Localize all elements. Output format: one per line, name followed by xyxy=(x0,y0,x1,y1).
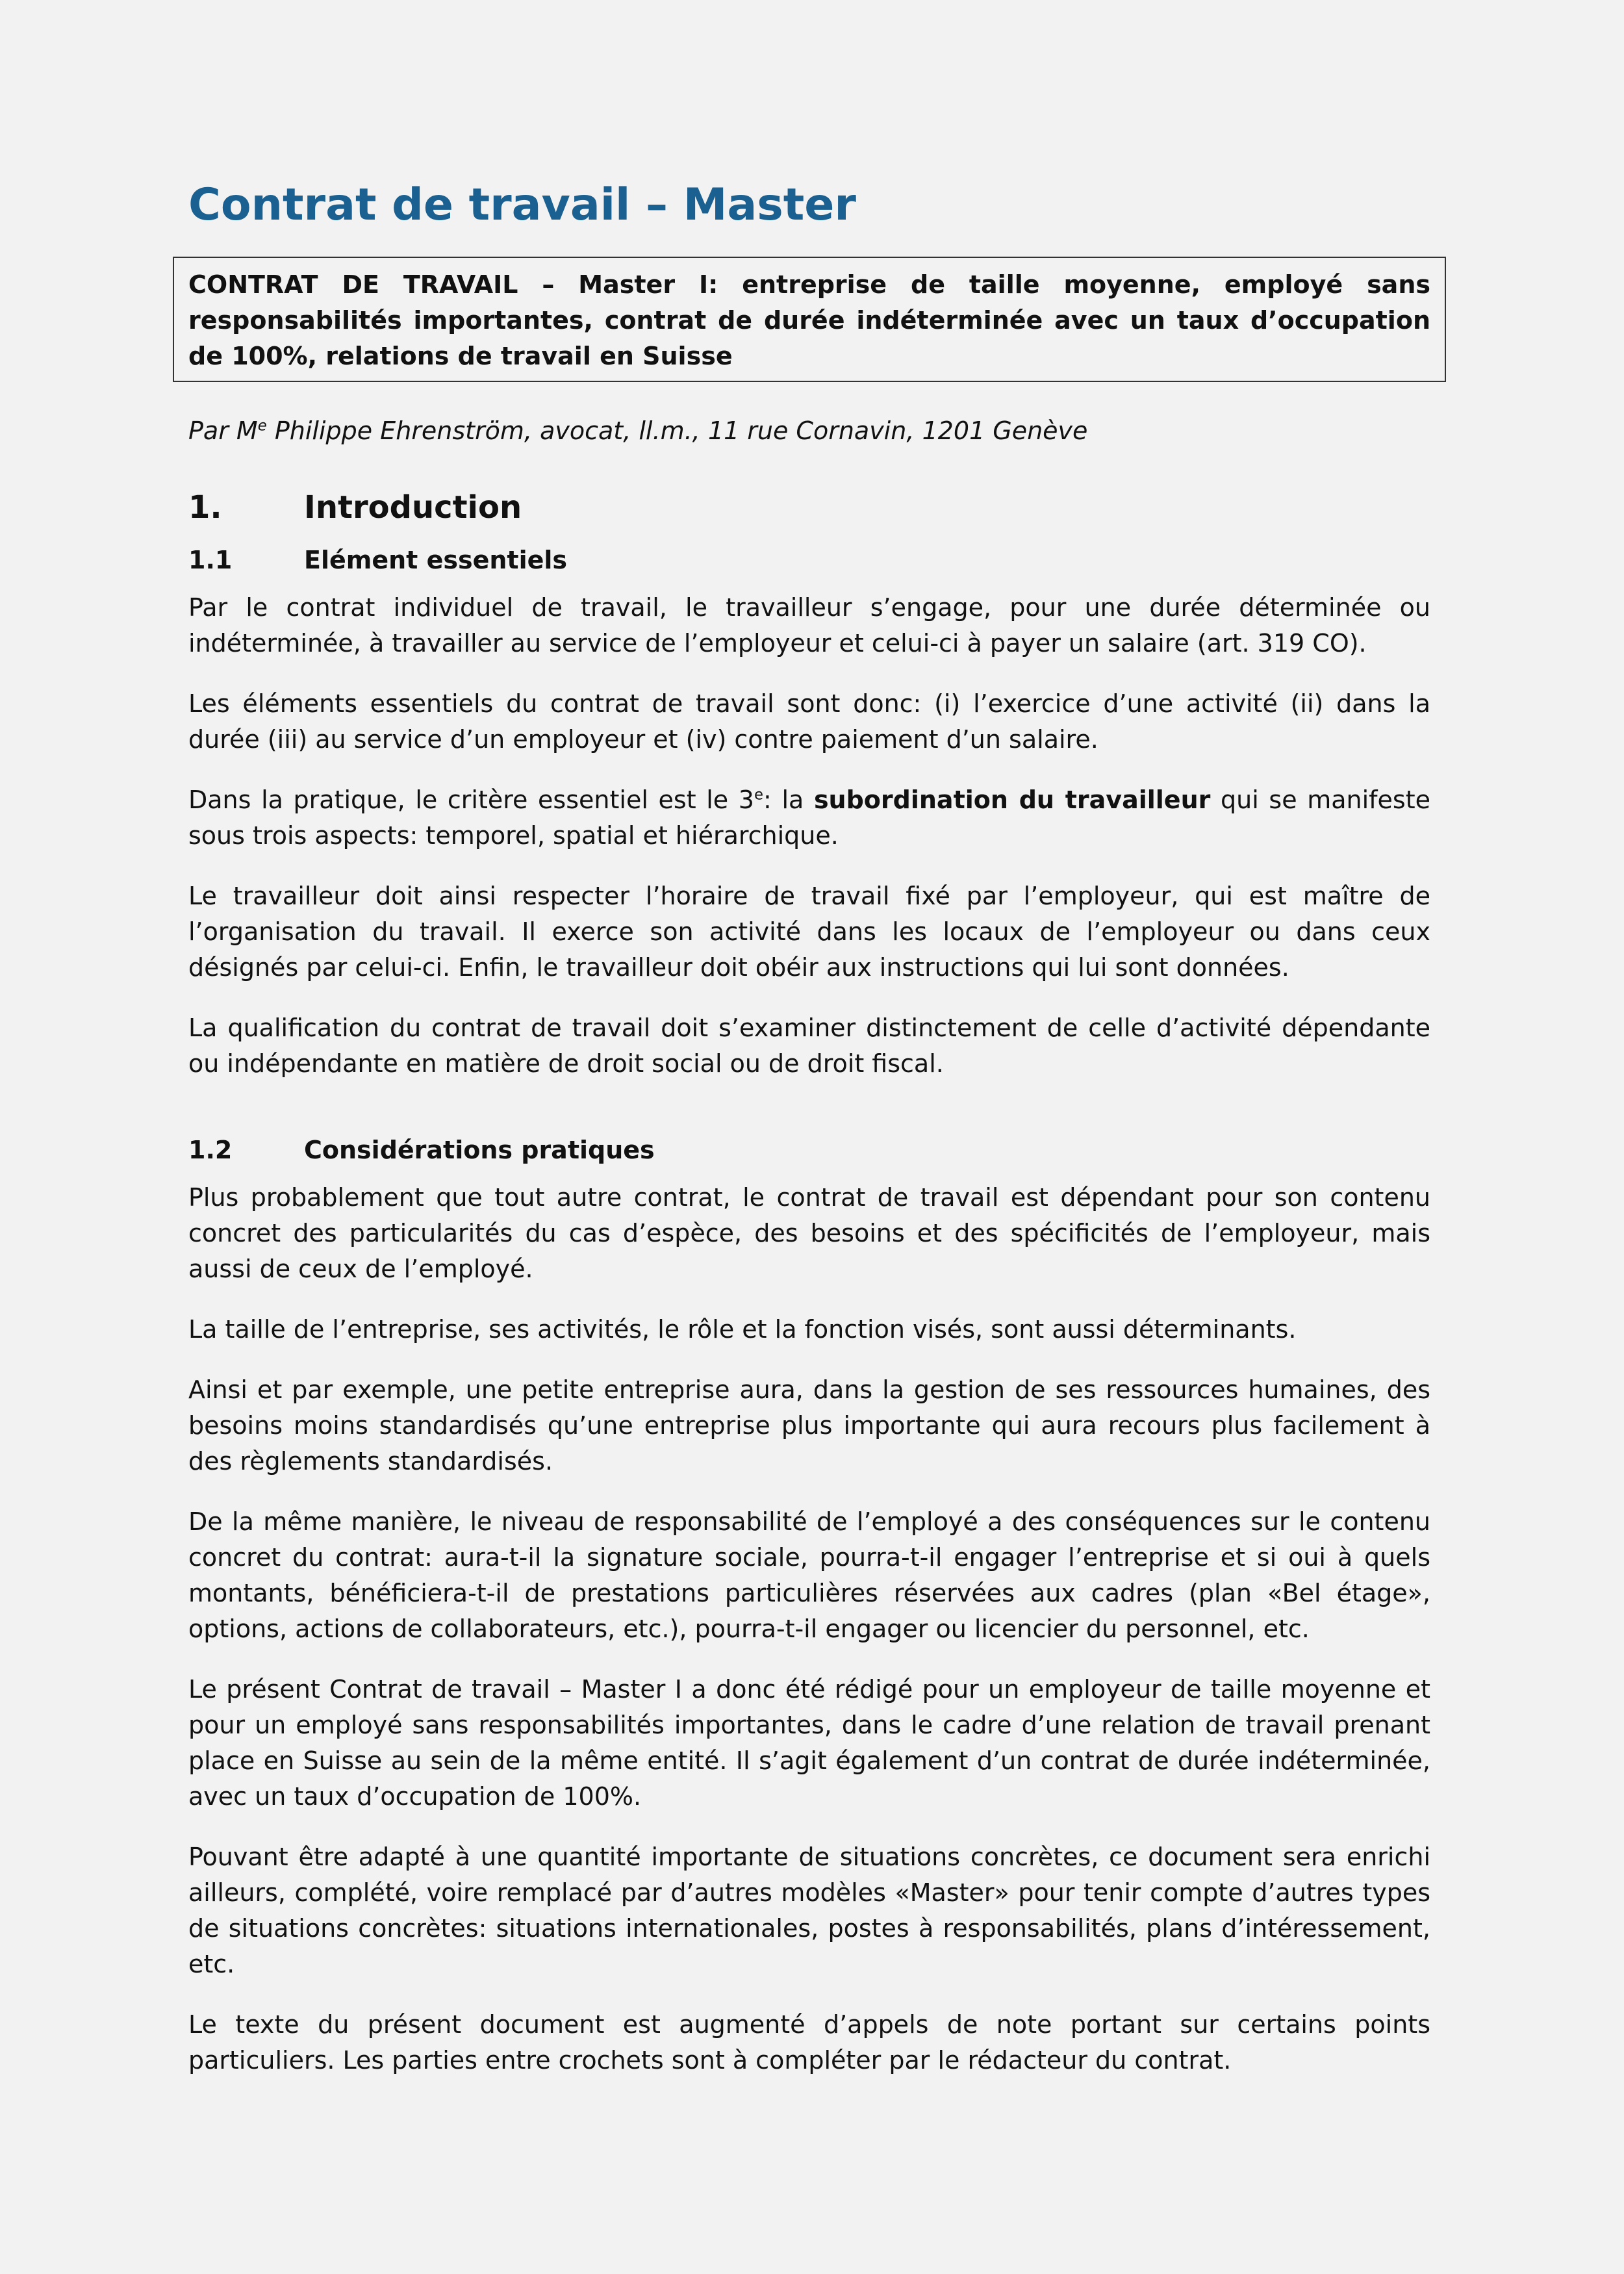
section-heading-introduction xyxy=(188,488,1430,527)
paragraph: Plus probablement que tout autre contrat, le contrat de travail est dépendant pour son contenu concret des particularités du cas d’espèce, des besoins et des spécificités de l’employeur, mais aussi de ceux de l’employé. xyxy=(188,1182,1430,1283)
document-title: Contrat de travail – Master xyxy=(188,179,856,231)
summary-box: CONTRAT DE TRAVAIL – Master I: entreprise de taille moyenne, employé sans responsabilités importantes, contrat de durée indéterminée avec un taux d’occupation de 100%, relations de travail en Suisse xyxy=(173,257,1446,382)
subsection-title: Considérations pratiques xyxy=(304,1135,655,1164)
subsection-heading-considerations xyxy=(188,1132,1430,1168)
paragraph-text: qui se manifeste sous trois aspects: temporel, spatial et hiérarchique. xyxy=(188,785,1430,850)
document-page xyxy=(188,179,1430,2103)
section-title: Introduction xyxy=(304,489,522,526)
subsection-title: Elément essentiels xyxy=(304,545,568,574)
paragraph: Le travailleur doit ainsi respecter l’horaire de travail fixé par l’employeur, qui est maître de l’organisation du travail. Il exerce son activité dans les locaux de l’employeur ou dans ceux désignés par celui-ci. Enfin, le travailleur doit obéir aux instructions qui lui sont données. xyxy=(188,881,1430,982)
paragraph: Les éléments essentiels du contrat de travail sont donc: (i) l’exercice d’une activité (ii) dans la durée (iii) au service d’un employeur et (iv) contre paiement d’un salaire. xyxy=(188,689,1430,754)
bold-term: subordination du travailleur xyxy=(813,785,1211,814)
byline-rest: Philippe Ehrenström, avocat, ll.m., 11 rue Cornavin, 1201 Genève xyxy=(266,416,1088,445)
paragraph: Le présent Contrat de travail – Master I a donc été rédigé pour un employeur de taille moyenne et pour un employé sans responsabilités importantes, dans le cadre d’une relation de travail prenant place en Suisse au sein de la même entité. Il s’agit également d’un contrat de durée indéterminée, avec un taux d’occupation de 100%. xyxy=(188,1674,1430,1811)
subsection-number: 1.1 xyxy=(188,545,233,574)
section-number: 1. xyxy=(188,489,222,526)
ordinal-superscript: e xyxy=(754,786,764,803)
author-byline xyxy=(188,413,1430,449)
paragraph xyxy=(188,782,1430,854)
subsection-heading-elements xyxy=(188,543,1430,578)
paragraph: Par le contrat individuel de travail, le travailleur s’engage, pour une durée déterminée ou indéterminée, à travailler au service de l’employeur et celui-ci à payer un salaire (art. 319 CO). xyxy=(188,593,1430,658)
byline-prefix: Par M xyxy=(188,416,258,445)
paragraph: La taille de l’entreprise, ses activités, le rôle et la fonction visés, sont aussi déterminants. xyxy=(188,1314,1297,1344)
paragraph: Ainsi et par exemple, une petite entreprise aura, dans la gestion de ses ressources humaines, des besoins moins standardisés qu’une entreprise plus importante qui aura recours plus facilement à des règlements standardisés. xyxy=(188,1375,1430,1476)
subsection-number: 1.2 xyxy=(188,1135,233,1164)
byline-superscript: e xyxy=(257,416,267,434)
paragraph: Le texte du présent document est augmenté d’appels de note portant sur certains points particuliers. Les parties entre crochets sont à compléter par le rédacteur du contrat. xyxy=(188,2010,1430,2075)
paragraph: De la même manière, le niveau de responsabilité de l’employé a des conséquences sur le contenu concret du contrat: aura-t-il la signature sociale, pourra-t-il engager l’entreprise et si oui à quels montants, bénéficiera-t-il de prestations particulières réservées aux cadres (plan «Bel étage», options, actions de collaborateurs, etc.), pourra-t-il engager ou licencier du personnel, etc. xyxy=(188,1507,1430,1643)
paragraph: La qualification du contrat de travail doit s’examiner distinctement de celle d’activité dépendante ou indépendante en matière de droit social ou de droit fiscal. xyxy=(188,1013,1430,1078)
paragraph-text: : la xyxy=(763,785,814,814)
paragraph-text: Dans la pratique, le critère essentiel est le 3 xyxy=(188,785,754,814)
paragraph: Pouvant être adapté à une quantité importante de situations concrètes, ce document sera enrichi ailleurs, complété, voire remplacé par d’autres modèles «Master» pour tenir compte d’autres types de situations concrètes: situations internationales, postes à responsabilités, plans d’intéressement, etc. xyxy=(188,1842,1430,1978)
